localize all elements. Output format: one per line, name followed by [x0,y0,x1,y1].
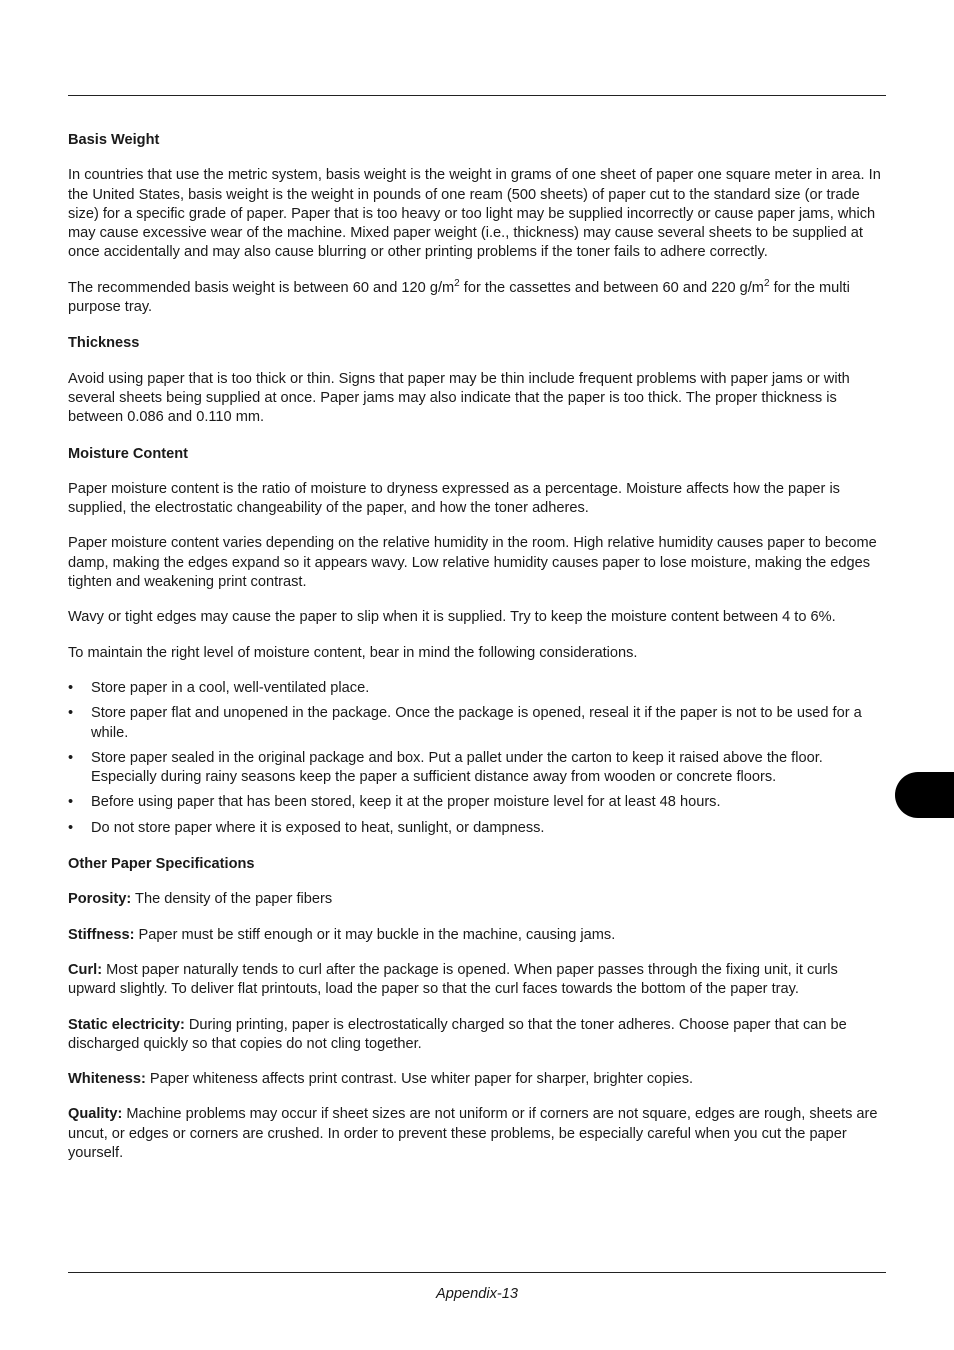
list-item-text: Store paper in a cool, well-ventilated place. [91,679,370,696]
header-rule [68,95,886,96]
recommendation-text-c: for the multi purpose tray. [68,279,850,316]
heading-moisture-content: Moisture Content [68,445,188,462]
spec-term: Static electricity: [68,1016,185,1033]
list-item-text: Do not store paper where it is exposed to heat, sunlight, or dampness. [91,819,545,836]
list-item-text: Store paper flat and unopened in the package. Once the package is opened, reseal it if the paper is not to be used for a while. [91,705,862,741]
heading-other-paper-specifications: Other Paper Specifications [68,856,255,873]
spec-term: Porosity: [68,891,132,908]
moisture-paragraph-1: Paper moisture content is the ratio of moisture to dryness expressed as a percentage. Moisture affects how the paper is supplied, the electrostatic changeability of the paper, and how the toner adheres. [68,480,840,517]
page-content [68,131,886,1163]
spec-term: Whiteness: [68,1071,146,1088]
spec-text: The density of the paper fibers [131,891,333,908]
heading-basis-weight: Basis Weight [68,132,160,148]
list-item [68,819,886,838]
bullet-icon: • [68,705,74,722]
spec-text: Most paper naturally tends to curl after the package is opened. When paper passes through the fixing unit, it curls upward slightly. To deliver flat printouts, load the paper so that the curl faces towards the bottom of the paper tray. [68,961,838,998]
spec-text: Paper whiteness affects print contrast. Use whiter paper for sharper, brighter copies. [145,1071,694,1088]
spec-quality [68,1105,886,1163]
page-number: Appendix-13 [436,1286,518,1302]
recommendation-text-b: for the cassettes and between 60 and 220 g/m [459,279,764,296]
heading-thickness: Thickness [68,335,140,352]
footer-rule [68,1272,886,1273]
list-item [68,749,886,788]
spec-static-electricity [68,1016,886,1055]
moisture-paragraph-2: Paper moisture content varies depending on the relative humidity in the room. High relative humidity causes paper to become damp, making the edges expand so it appears wavy. Low relative humidity causes paper to lose moisture, making the edges tighten and weakening print contrast. [68,535,877,591]
spec-term: Stiffness: [68,926,135,943]
spec-porosity [68,890,886,909]
chapter-tab-marker [895,772,954,818]
bullet-icon: • [68,679,74,696]
thickness-paragraph: Avoid using paper that is too thick or thin. Signs that paper may be thin include frequent problems with paper jams or with several sheets being supplied at once. Paper jams may also indicate that the paper is too thick. The proper thickness is between 0.086 and 0.110 mm. [68,370,850,426]
list-item-text: Store paper sealed in the original package and box. Put a pallet under the carton to keep it raised above the floor. Especially during rainy seasons keep the paper a sufficient distance away from wooden or concrete floors. [91,749,823,786]
list-item [68,793,886,812]
spec-term: Curl: [68,961,103,978]
moisture-paragraph-3: Wavy or tight edges may cause the paper to slip when it is supplied. Try to keep the moisture content between 4 to 6%. [68,609,836,626]
bullet-icon: • [68,794,74,811]
moisture-considerations-list [68,679,886,838]
bullet-icon: • [68,749,74,766]
spec-text: During printing, paper is electrostatically charged so that the toner adheres. Choose paper that can be discharged quickly so that copies do not cling together. [68,1016,847,1052]
spec-curl [68,961,886,1000]
moisture-paragraph-4: To maintain the right level of moisture content, bear in mind the following considerations. [68,644,638,661]
spec-text: Paper must be stiff enough or it may buckle in the machine, causing jams. [134,926,616,943]
spec-stiffness [68,926,886,945]
spec-text: Machine problems may occur if sheet sizes are not uniform or if corners are not square, edges are rough, sheets are uncut, or edges or corners are crushed. In order to prevent these problems, be especially careful when you cut the paper yourself. [68,1106,878,1161]
superscript-squared: 2 [454,277,460,289]
list-item-text: Before using paper that has been stored, keep it at the proper moisture level for at least 48 hours. [91,794,721,811]
spec-term: Quality: [68,1106,123,1123]
recommendation-text-a: The recommended basis weight is between 60 and 120 g/m [68,279,455,296]
spec-whiteness [68,1070,886,1089]
superscript-squared: 2 [763,277,770,289]
list-item [68,704,886,743]
basis-weight-recommendation [68,279,886,318]
list-item [68,679,886,698]
bullet-icon: • [68,819,74,836]
basis-weight-paragraph: In countries that use the metric system, basis weight is the weight in grams of one sheet of paper one square meter in area. In the United States, basis weight is the weight in pounds of one ream (500 sheets) of paper cut to the standard size (or trade size) for a specific grade of paper. Paper that is too heavy or too light may be supplied incorrectly or cause paper jams, which may cause excessive wear of the machine. Mixed paper weight (i.e., thickness) may cause several sheets to be supplied at once accidentally and may also cause blurring or other printing problems if the toner fails to adhere correctly. [68,167,881,261]
